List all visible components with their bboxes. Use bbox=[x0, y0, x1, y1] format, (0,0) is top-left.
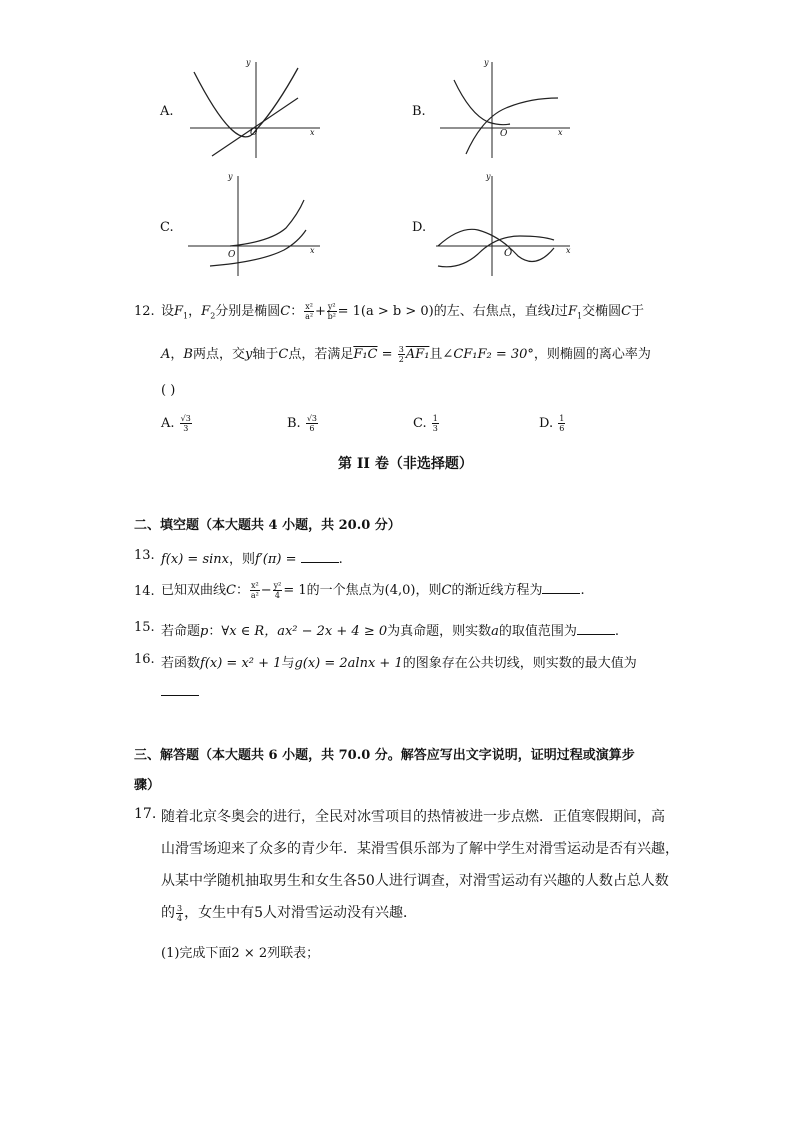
section-fill-blank: 二、填空题（本大题共 4 小题，共 20.0 分） bbox=[134, 518, 401, 533]
frac-num: y² bbox=[327, 302, 336, 311]
graph-option-d bbox=[412, 170, 582, 280]
q12-angle: CF₁F₂ = 30° bbox=[453, 347, 534, 362]
graph-d-plot bbox=[430, 170, 582, 280]
frac-den: a² bbox=[250, 591, 259, 600]
frac-num: 1 bbox=[432, 414, 438, 423]
q12-text: 设 bbox=[161, 304, 175, 319]
q16-line bbox=[161, 652, 637, 671]
graph-d-y: y bbox=[486, 172, 491, 181]
q17-frac bbox=[176, 904, 183, 923]
frac-den: 6 bbox=[309, 424, 315, 433]
q14-point: (4,0) bbox=[384, 583, 416, 598]
q12-b: B bbox=[183, 347, 193, 362]
q12-f1b-sub: 1 bbox=[576, 311, 583, 321]
q17-line3: 从某中学随机抽取男生和女生各50人进行调查，对滑雪运动有兴趣的人数占总人数 bbox=[161, 873, 669, 889]
q15-number: 15. bbox=[134, 620, 155, 635]
q15-text: 的取值范围为 bbox=[498, 624, 577, 639]
q12-plus: + bbox=[314, 304, 326, 319]
frac-den: 2 bbox=[398, 355, 404, 364]
q16-answer-blank[interactable] bbox=[161, 684, 199, 696]
q12-option-a[interactable] bbox=[161, 414, 193, 433]
q12-option-b[interactable] bbox=[287, 414, 319, 433]
q14-eq: = 1 bbox=[283, 583, 307, 598]
q16-text: 的图象存在公共切线，则实数的最大值为 bbox=[402, 656, 637, 671]
q14-c2: C bbox=[441, 583, 452, 598]
q12-eq: = bbox=[377, 347, 397, 362]
q12-c3: C bbox=[278, 347, 289, 362]
q13-end: . bbox=[338, 552, 343, 567]
q12-line1 bbox=[161, 300, 644, 321]
option-frac bbox=[306, 414, 318, 433]
q12-c: C bbox=[280, 304, 291, 319]
graph-c-origin: O bbox=[228, 250, 236, 260]
q14-text: 已知双曲线 bbox=[161, 583, 227, 598]
frac-num: x² bbox=[250, 581, 259, 590]
q14-end: . bbox=[580, 583, 585, 598]
q12-option-c[interactable] bbox=[413, 414, 440, 433]
q15-colon: ： bbox=[208, 624, 222, 639]
graph-option-b bbox=[412, 58, 582, 162]
q17-line4 bbox=[161, 902, 417, 923]
q12-text: ， bbox=[188, 304, 202, 319]
q15-text: 若命题 bbox=[161, 624, 201, 639]
q13-text: ，则 bbox=[228, 552, 255, 567]
q12-text: 交椭圆 bbox=[582, 304, 622, 319]
graph-c-x: x bbox=[310, 246, 315, 255]
graph-c-plot bbox=[180, 170, 330, 280]
q17-line1: 随着北京冬奥会的进行，全民对冰雪项目的热情被进一步点燃．正值寒假期间，高 bbox=[161, 809, 665, 825]
q16-number: 16. bbox=[134, 652, 155, 667]
option-label: D. bbox=[539, 416, 554, 431]
q15-text: 为真命题，则实数 bbox=[387, 624, 492, 639]
option-frac bbox=[432, 414, 439, 433]
frac-den: 4 bbox=[274, 591, 281, 600]
q14-frac-y bbox=[273, 581, 283, 600]
q12-colon: ： bbox=[290, 304, 304, 319]
section-answer-q-line2: 骤） bbox=[134, 778, 161, 793]
q12-c2: C bbox=[621, 304, 632, 319]
graph-a-origin: O bbox=[250, 128, 258, 138]
q12-text: 分别是椭圆 bbox=[215, 304, 281, 319]
q15-expr: ∀x ∈ R，ax² − 2x + 4 ≥ 0 bbox=[221, 624, 388, 639]
q12-frac-32 bbox=[398, 345, 405, 364]
frac-den: a² bbox=[305, 312, 314, 321]
q12-text: 的左、右焦点，直线 bbox=[433, 304, 551, 319]
q15-a: a bbox=[491, 624, 499, 639]
section-answer-q-line1: 三、解答题（本大题共 6 小题，共 70.0 分。解答应写出文字说明，证明过程或演算步 bbox=[134, 748, 635, 763]
q15-end: . bbox=[614, 624, 620, 639]
q12-f1: F bbox=[174, 304, 184, 319]
frac-den: 3 bbox=[183, 424, 189, 433]
graph-d-label: D. bbox=[412, 220, 427, 235]
graph-a-y: y bbox=[246, 58, 251, 67]
q14-text: 的渐近线方程为 bbox=[451, 583, 543, 598]
q15-answer-blank[interactable] bbox=[577, 623, 615, 635]
q12-f1b: F bbox=[567, 304, 577, 319]
q17-line2: 山滑雪场迎来了众多的青少年．某滑雪俱乐部为了解中学生对滑雪运动是否有兴趣， bbox=[161, 841, 679, 857]
q12-f2: F bbox=[201, 304, 211, 319]
graph-a-label: A. bbox=[160, 104, 174, 119]
q17-number: 17. bbox=[134, 806, 157, 822]
q14-minus: − bbox=[260, 583, 272, 598]
q16-text: 与 bbox=[281, 656, 295, 671]
q12-line2 bbox=[161, 343, 651, 364]
q15-p: p bbox=[200, 624, 209, 639]
graph-b-label: B. bbox=[412, 104, 426, 119]
option-frac bbox=[180, 414, 192, 433]
graph-b-y: y bbox=[484, 58, 489, 67]
q12-frac-x bbox=[304, 302, 314, 321]
q12-text: 点，若满足 bbox=[288, 347, 354, 362]
frac-num: 1 bbox=[559, 414, 565, 423]
graph-b-x: x bbox=[558, 128, 563, 137]
q17-text: ，女生中有5人对滑雪运动没有兴趣． bbox=[184, 905, 417, 921]
q16-text: 若函数 bbox=[161, 656, 201, 671]
option-frac bbox=[558, 414, 565, 433]
q12-paren: ( ) bbox=[161, 383, 176, 398]
graph-b-origin: O bbox=[500, 129, 508, 139]
q13-number: 13. bbox=[134, 548, 155, 563]
frac-num: y² bbox=[273, 581, 282, 590]
graph-c-label: C. bbox=[160, 220, 174, 235]
frac-den: 4 bbox=[177, 913, 183, 923]
q12-f2-sub: 2 bbox=[210, 311, 216, 321]
q16-answer-line bbox=[161, 684, 199, 700]
frac-den: 3 bbox=[432, 424, 438, 433]
frac-den: 6 bbox=[559, 424, 565, 433]
q13-expr2: f′(π) = bbox=[255, 552, 301, 567]
q13-expr: f(x) = sinx bbox=[161, 552, 229, 567]
option-label: C. bbox=[413, 416, 427, 431]
frac-den: b² bbox=[327, 312, 336, 321]
q12-f1-sub: 1 bbox=[183, 311, 189, 321]
q12-number: 12. bbox=[134, 304, 155, 319]
q14-answer-blank[interactable] bbox=[542, 582, 580, 594]
q12-l: l bbox=[550, 304, 555, 319]
graph-a-plot bbox=[180, 58, 330, 162]
graph-b-plot bbox=[430, 58, 580, 162]
q12-text: ， bbox=[170, 347, 184, 362]
graph-d-origin: O bbox=[504, 248, 513, 259]
graph-option-a bbox=[160, 58, 330, 162]
q14-text: 的一个焦点为 bbox=[306, 583, 385, 598]
part2-title: 第 II 卷（非选择题） bbox=[338, 456, 473, 472]
q12-text: 两点，交 bbox=[192, 347, 245, 362]
q12-a: A bbox=[161, 347, 171, 362]
q14-text: ，则 bbox=[415, 583, 442, 598]
q13-line bbox=[161, 548, 343, 567]
q12-text: 轴于 bbox=[252, 347, 279, 362]
option-label: B. bbox=[287, 416, 301, 431]
q12-text: 于 bbox=[631, 304, 645, 319]
q17-text: 的 bbox=[161, 905, 175, 921]
q14-number: 14. bbox=[134, 584, 155, 599]
graph-c-y: y bbox=[228, 172, 233, 181]
q12-vector-f1c: F₁C bbox=[353, 347, 378, 362]
q12-text: 且∠ bbox=[429, 347, 454, 362]
frac-num: √3 bbox=[306, 414, 318, 423]
graph-option-c bbox=[160, 170, 330, 280]
q16-f: f(x) = x² + 1 bbox=[200, 656, 282, 671]
frac-num: x² bbox=[305, 302, 313, 311]
q12-option-d[interactable] bbox=[539, 414, 566, 433]
q14-line bbox=[161, 579, 585, 600]
q14-colon: ： bbox=[235, 583, 249, 598]
q15-line bbox=[161, 620, 619, 639]
q16-g: g(x) = 2alnx + 1 bbox=[294, 656, 403, 671]
q12-y: y bbox=[244, 347, 253, 362]
frac-num: 3 bbox=[398, 345, 404, 354]
q12-cond: = 1(a > b > 0) bbox=[337, 304, 434, 319]
q14-c: C bbox=[226, 583, 236, 598]
frac-num: 3 bbox=[177, 903, 183, 913]
q17-sub1: (1)完成下面2 × 2列联表； bbox=[161, 946, 320, 961]
q12-text: 过 bbox=[554, 304, 568, 319]
q12-vector-af1: AF₁ bbox=[405, 347, 430, 362]
graph-d-x: x bbox=[566, 246, 571, 255]
q14-frac-x bbox=[250, 581, 260, 600]
option-label: A. bbox=[161, 416, 175, 431]
q13-answer-blank[interactable] bbox=[301, 551, 339, 563]
frac-num: √3 bbox=[180, 414, 191, 423]
q12-text: ，则椭圆的离心率为 bbox=[533, 347, 651, 362]
graph-a-x: x bbox=[310, 128, 315, 137]
q12-frac-y bbox=[327, 302, 337, 321]
